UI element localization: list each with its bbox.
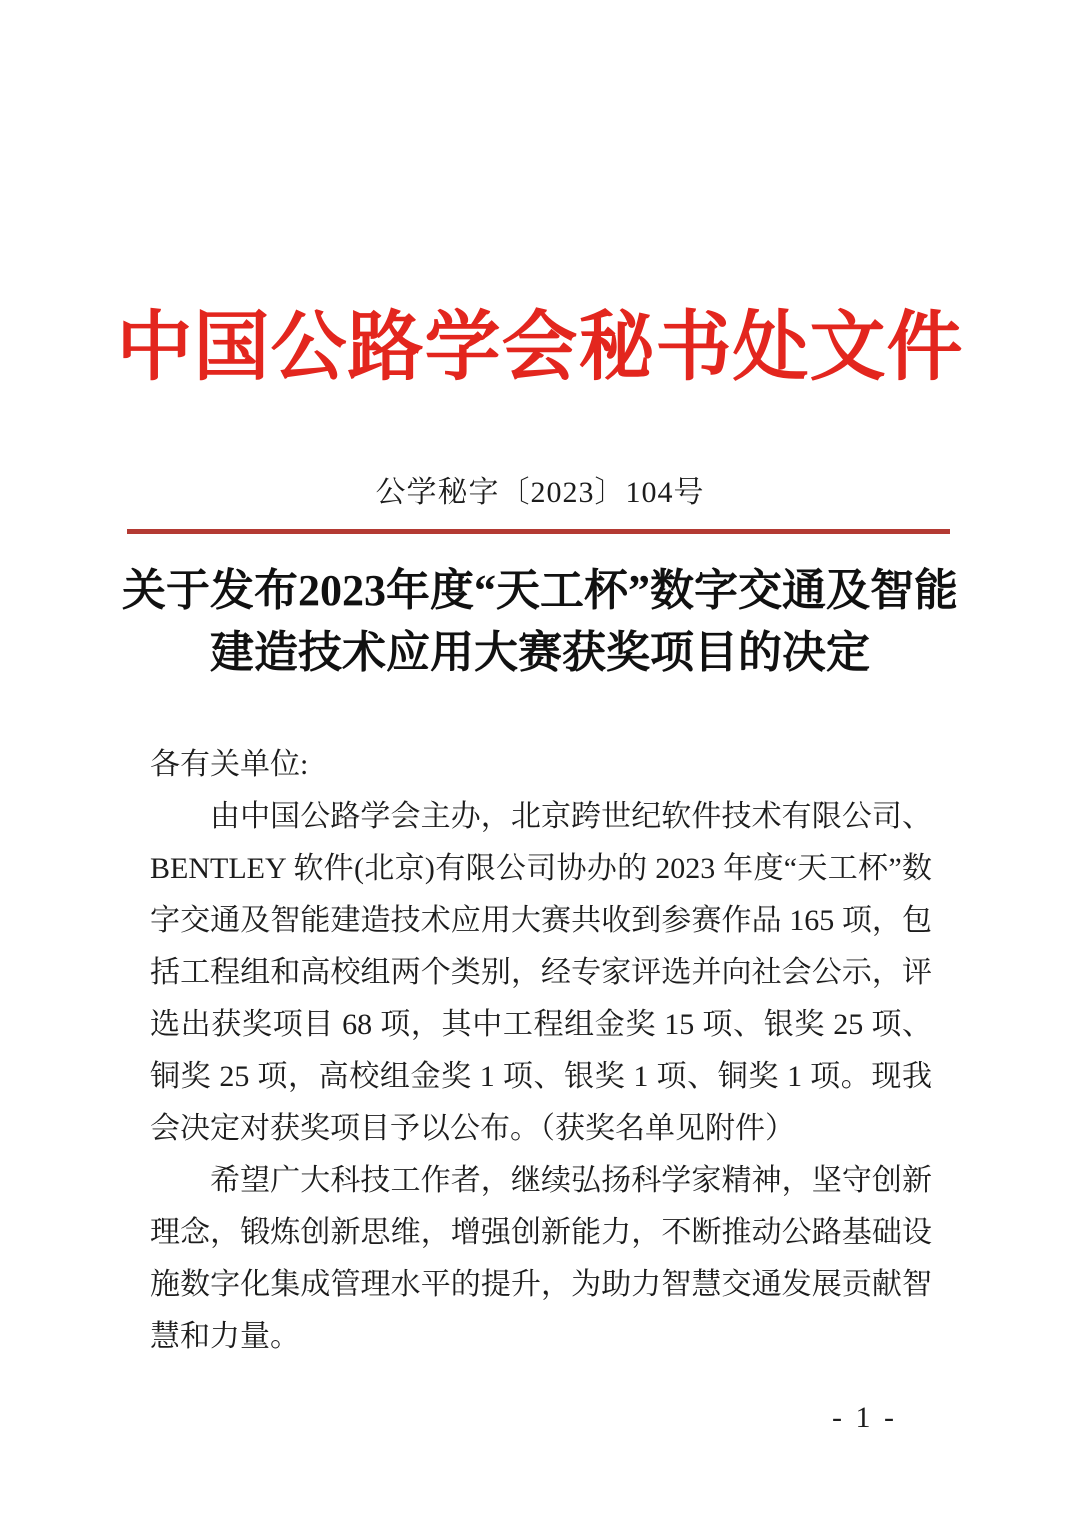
document-title <box>0 560 1080 684</box>
page-number: - 1 - <box>832 1401 897 1434</box>
doc-number: 公学秘字〔2023〕104号 <box>375 476 705 509</box>
body-paragraph-1: 由中国公路学会主办，北京跨世纪软件技术有限公司、BENTLEY 软件(北京)有限公司协办的 2023 年度“天工杯”数字交通及智能建造技术应用大赛共收到参赛作品 165 项，包括工程组和高校组两个类别，经专家评选并向社会公示，评选出获奖项目 68 项，其中工程组金奖 15 项、银奖 25 项、铜奖 25 项，高校组金奖 1 项、银奖 1 项、铜奖 1 项。现我会决定对获奖项目予以公布。（获奖名单见附件） <box>150 800 932 1145</box>
body-paragraph-2: 希望广大科技工作者，继续弘扬科学家精神，坚守创新理念，锻炼创新思维，增强创新能力，不断推动公路基础设施数字化集成管理水平的提升，为助力智慧交通发展贡献智慧和力量。 <box>150 1164 932 1353</box>
document-body <box>150 739 932 1363</box>
document-title-line2: 建造技术应用大赛获奖项目的决定 <box>210 628 870 677</box>
red-divider-line <box>127 529 950 534</box>
document-header-title: 中国公路学会秘书处文件 <box>116 306 964 390</box>
salutation: 各有关单位: <box>150 748 309 781</box>
document-title-line1: 关于发布2023年度“天工杯”数字交通及智能 <box>122 566 958 615</box>
